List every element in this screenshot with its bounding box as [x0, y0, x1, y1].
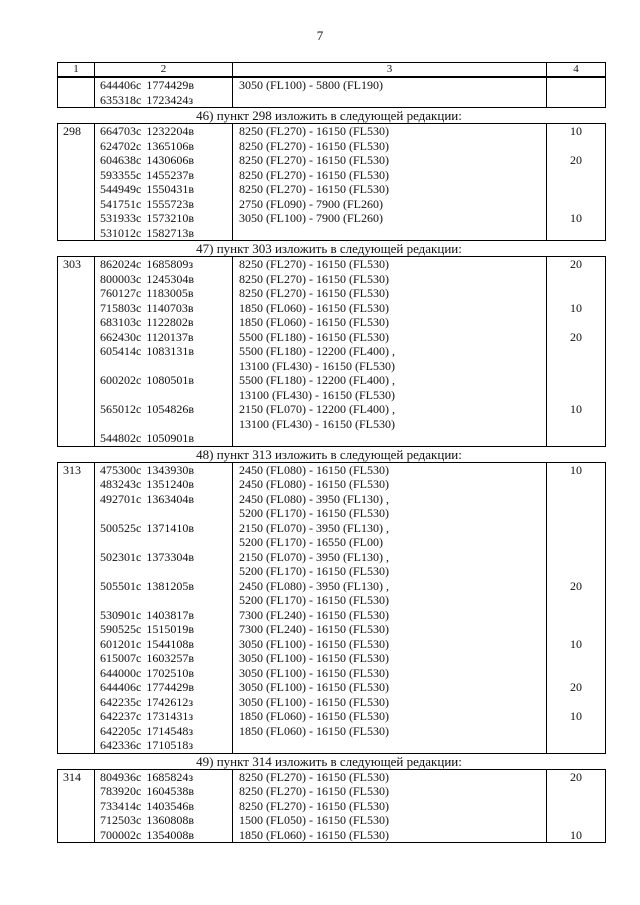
coordinate-pair [95, 124, 232, 139]
value: 10 [570, 827, 582, 842]
longitude: 1515019в [146, 622, 194, 636]
coordinate-pair [95, 770, 232, 785]
coordinate-pair [95, 197, 232, 212]
value [547, 417, 605, 432]
value [547, 593, 605, 608]
level-range: 3050 (FL100) - 16150 (FL530) [239, 636, 389, 651]
point-number-cell [58, 124, 95, 241]
coordinate-pair [95, 182, 232, 197]
level-range: 2750 (FL090) - 7900 (FL260) [239, 196, 383, 211]
latitude: 804936с [100, 769, 142, 784]
section-row [58, 78, 606, 108]
coordinate-pair [95, 301, 232, 316]
latitude: 475300с [100, 462, 142, 477]
section-row [58, 462, 606, 753]
coordinate-pair [95, 211, 232, 226]
coordinate-pair [95, 78, 232, 93]
latitude: 635318с [100, 92, 142, 107]
longitude: 1122802в [146, 315, 194, 329]
latitude: 683103с [100, 315, 142, 329]
longitude: 1351240в [146, 477, 194, 491]
value [547, 799, 605, 814]
longitude: 1054826в [146, 402, 194, 416]
latitude: 600202с [100, 373, 142, 387]
value: 10 [570, 636, 582, 651]
level-range: 3050 (FL100) - 16150 (FL530) [239, 651, 389, 665]
latitude: 662430с [100, 329, 142, 344]
value [547, 388, 605, 403]
point-number-cell [58, 769, 95, 843]
level-range: 7300 (FL240) - 16150 (FL530) [239, 607, 389, 622]
coordinate-pair [95, 651, 232, 666]
latitude: 615007с [100, 651, 142, 665]
value [547, 738, 605, 753]
level-range: 13100 (FL430) - 16150 (FL530) [239, 387, 395, 402]
page-number: 7 [316, 28, 324, 43]
latitude: 624702с [100, 138, 142, 153]
coordinate-pair [95, 593, 232, 608]
level-range: 7300 (FL240) - 16150 (FL530) [239, 622, 389, 636]
value [547, 695, 605, 710]
point-number-cell [58, 462, 95, 753]
coordinate-pair [95, 622, 232, 637]
coordinates-cell [95, 78, 233, 108]
value-cell [547, 124, 606, 241]
value [547, 564, 605, 579]
column-header-row [58, 63, 606, 77]
longitude: 1080501в [146, 373, 194, 387]
level-range: 8250 (FL270) - 16150 (FL530) [239, 271, 389, 286]
longitude: 1371410в [146, 520, 194, 535]
coordinate-pair [95, 139, 232, 154]
coordinate-pair [95, 550, 232, 565]
latitude: 733414с [100, 798, 142, 813]
level-range [233, 93, 546, 108]
value: 20 [570, 769, 582, 784]
value [547, 724, 605, 739]
value: 20 [570, 680, 582, 694]
level-range: 8250 (FL270) - 16150 (FL530) [239, 798, 389, 813]
coordinate-pair [95, 168, 232, 183]
value-cell [547, 462, 606, 753]
longitude: 1363404в [146, 491, 194, 506]
value [547, 666, 605, 681]
coordinate-pair [95, 724, 232, 739]
latitude: 642235с [100, 694, 142, 709]
value [547, 182, 605, 197]
levels-cell [233, 78, 547, 108]
level-range: 8250 (FL270) - 16150 (FL530) [239, 167, 389, 182]
point-number: 298 [63, 124, 81, 138]
value [547, 78, 605, 93]
longitude: 1685809з [146, 257, 194, 271]
longitude: 1140703в [146, 300, 194, 315]
latitude: 664703с [100, 124, 142, 138]
value-cell [547, 769, 606, 843]
value [547, 622, 605, 637]
column-header-4: 4 [547, 63, 606, 77]
coordinate-pair [95, 417, 232, 432]
coordinate-pair [95, 330, 232, 345]
longitude: 1050901в [146, 431, 194, 445]
value: 20 [570, 153, 582, 167]
latitude: 565012с [100, 402, 142, 416]
section-row [58, 769, 606, 843]
level-range [233, 431, 546, 446]
latitude: 601201с [100, 636, 142, 651]
longitude: 1550431в [146, 182, 194, 196]
latitude: 530901с [100, 607, 142, 622]
level-range [233, 738, 546, 753]
longitude: 1604538в [146, 784, 194, 798]
coordinate-pair [95, 666, 232, 681]
level-range: 5500 (FL180) - 16150 (FL530) [239, 329, 389, 344]
coordinates-cell [95, 769, 233, 843]
longitude: 1381205в [146, 578, 194, 593]
value [547, 651, 605, 666]
coordinate-pair [95, 492, 232, 507]
value [547, 344, 605, 359]
level-range: 5500 (FL180) - 12200 (FL400) , [239, 373, 395, 387]
level-range: 3050 (FL100) - 7900 (FL260) [239, 211, 383, 225]
section-table [57, 123, 606, 241]
longitude: 1354008в [146, 827, 194, 842]
level-range: 8250 (FL270) - 16150 (FL530) [239, 769, 389, 784]
level-range: 1850 (FL060) - 16150 (FL530) [239, 709, 389, 723]
level-range: 2450 (FL080) - 3950 (FL130) , [239, 491, 389, 506]
coordinate-pair [95, 637, 232, 652]
section-heading: 47) пункт 303 изложить в следующей редакции: [196, 241, 462, 256]
level-range: 3050 (FL100) - 16150 (FL530) [239, 694, 389, 709]
value [547, 784, 605, 799]
value [547, 550, 605, 565]
latitude: 531012с [100, 225, 142, 240]
coordinate-pair [95, 93, 232, 108]
level-range: 1850 (FL060) - 16150 (FL530) [239, 723, 389, 738]
levels-cell [233, 124, 547, 241]
value [547, 535, 605, 550]
latitude: 593355с [100, 167, 142, 182]
latitude: 642205с [100, 723, 142, 738]
longitude: 1183005в [146, 286, 194, 300]
level-range: 8250 (FL270) - 16150 (FL530) [239, 182, 389, 196]
coordinate-pair [95, 373, 232, 388]
coordinate-pair [95, 608, 232, 623]
column-header-1: 1 [58, 63, 95, 77]
latitude: 544949с [100, 182, 142, 196]
coordinate-pair [95, 535, 232, 550]
latitude: 644000с [100, 665, 142, 680]
level-range: 1850 (FL060) - 16150 (FL530) [239, 827, 389, 842]
coordinate-pair [95, 286, 232, 301]
longitude: 1403546в [146, 798, 194, 813]
coordinate-pair [95, 402, 232, 417]
level-range: 2450 (FL080) - 3950 (FL130) , [239, 578, 389, 593]
value: 10 [570, 211, 582, 225]
document-body [57, 62, 601, 843]
longitude: 1774429в [146, 78, 194, 92]
coordinate-pair [95, 477, 232, 492]
longitude: 1360808в [146, 813, 194, 827]
latitude: 544802с [100, 431, 142, 445]
point-number-cell [58, 257, 95, 447]
latitude: 644406с [100, 680, 142, 694]
latitude: 783920с [100, 784, 142, 798]
section-heading: 49) пункт 314 изложить в следующей редакции: [196, 753, 462, 769]
value [547, 93, 605, 108]
level-range: 5200 (FL170) - 16150 (FL530) [239, 593, 389, 607]
value [547, 431, 605, 446]
value [547, 168, 605, 183]
value: 20 [570, 257, 582, 271]
level-range: 5500 (FL180) - 12200 (FL400) , [239, 344, 395, 358]
point-number [58, 78, 94, 93]
coordinate-pair [95, 695, 232, 710]
coordinate-pair [95, 579, 232, 594]
latitude: 862024с [100, 257, 142, 271]
level-range: 2150 (FL070) - 12200 (FL400) , [239, 402, 395, 416]
coordinate-pair [95, 828, 232, 843]
point-number: 313 [63, 462, 81, 477]
point-number: 303 [63, 257, 81, 271]
value [547, 373, 605, 388]
longitude: 1742612з [146, 694, 194, 709]
level-range [233, 226, 546, 241]
value: 20 [570, 329, 582, 344]
latitude: 502301с [100, 549, 142, 564]
latitude: 605414с [100, 344, 142, 358]
coordinate-pair [95, 344, 232, 359]
level-range: 5200 (FL170) - 16550 (FL00) [239, 535, 383, 549]
value: 10 [570, 709, 582, 723]
value [547, 477, 605, 492]
section-row [58, 124, 606, 241]
levels-cell [233, 769, 547, 843]
coordinate-pair [95, 257, 232, 272]
longitude: 1455237в [146, 167, 194, 182]
longitude: 1403817в [146, 607, 194, 622]
value [547, 506, 605, 521]
coordinate-pair [95, 799, 232, 814]
longitude: 1573210в [146, 211, 194, 225]
latitude: 590525с [100, 622, 142, 636]
value [547, 492, 605, 507]
latitude: 500525с [100, 520, 142, 535]
section-heading: 46) пункт 298 изложить в следующей редакции: [196, 108, 462, 123]
coordinate-pair [95, 564, 232, 579]
coordinates-cell [95, 462, 233, 753]
level-range: 13100 (FL430) - 16150 (FL530) [239, 416, 395, 431]
section-table [57, 256, 606, 447]
longitude: 1083131в [146, 344, 194, 358]
level-range: 8250 (FL270) - 16150 (FL530) [239, 124, 389, 138]
value [547, 521, 605, 536]
level-range: 8250 (FL270) - 16150 (FL530) [239, 138, 389, 153]
coordinate-pair [95, 521, 232, 536]
value: 10 [570, 124, 582, 138]
longitude: 1365106в [146, 138, 194, 153]
value [547, 272, 605, 287]
latitude: 642336с [100, 738, 142, 752]
value [547, 286, 605, 301]
longitude: 1582713в [146, 225, 194, 240]
value-cell [547, 78, 606, 108]
latitude: 642237с [100, 709, 142, 723]
coordinate-pair [95, 784, 232, 799]
latitude: 541751с [100, 196, 142, 211]
section-table [57, 77, 606, 108]
latitude: 531933с [100, 211, 142, 225]
level-range: 5200 (FL170) - 16150 (FL530) [239, 564, 389, 578]
value [547, 139, 605, 154]
value [547, 315, 605, 330]
longitude: 1544108в [146, 636, 194, 651]
coordinate-pair [95, 359, 232, 374]
level-range: 2150 (FL070) - 3950 (FL130) , [239, 549, 389, 564]
longitude: 1774429в [146, 680, 194, 694]
latitude: 604638с [100, 153, 142, 167]
longitude: 1723424з [146, 92, 194, 107]
longitude: 1731431з [146, 709, 194, 723]
longitude: 1714548з [146, 723, 194, 738]
point-number: 314 [63, 769, 81, 784]
value: 20 [570, 578, 582, 593]
level-range: 1850 (FL060) - 16150 (FL530) [239, 300, 389, 315]
level-range: 2450 (FL080) - 16150 (FL530) [239, 477, 389, 491]
value [547, 608, 605, 623]
coordinate-pair [95, 738, 232, 753]
value [547, 226, 605, 241]
value-cell [547, 257, 606, 447]
level-range: 2150 (FL070) - 3950 (FL130) , [239, 520, 389, 535]
level-range: 8250 (FL270) - 16150 (FL530) [239, 286, 389, 300]
longitude: 1710518з [146, 738, 194, 752]
latitude: 800003с [100, 271, 142, 286]
column-header-table [57, 62, 606, 77]
value [547, 359, 605, 374]
sections-container [57, 77, 601, 843]
coordinate-pair [95, 315, 232, 330]
level-range: 3050 (FL100) - 5800 (FL190) [239, 78, 383, 92]
section-table [57, 769, 606, 844]
level-range: 8250 (FL270) - 16150 (FL530) [239, 153, 389, 167]
longitude: 1430606в [146, 153, 194, 167]
value: 10 [570, 462, 582, 477]
column-header-2: 2 [95, 63, 233, 77]
value: 10 [570, 402, 582, 416]
value [547, 813, 605, 828]
longitude: 1603257в [146, 651, 194, 665]
coordinates-cell [95, 257, 233, 447]
coordinate-pair [95, 153, 232, 168]
value [547, 197, 605, 212]
longitude: 1232204в [146, 124, 194, 138]
coordinate-pair [95, 226, 232, 241]
level-range: 1850 (FL060) - 16150 (FL530) [239, 315, 389, 329]
level-range: 1500 (FL050) - 16150 (FL530) [239, 813, 389, 827]
longitude: 1685824з [146, 769, 194, 784]
latitude: 483243с [100, 477, 142, 491]
level-range: 5200 (FL170) - 16150 (FL530) [239, 506, 389, 520]
level-range: 3050 (FL100) - 16150 (FL530) [239, 665, 389, 680]
coordinate-pair [95, 680, 232, 695]
section-heading: 48) пункт 313 изложить в следующей редакции: [196, 446, 462, 462]
coordinate-pair [95, 272, 232, 287]
value: 10 [570, 300, 582, 315]
latitude: 715803с [100, 300, 142, 315]
coordinate-pair [95, 431, 232, 446]
column-header-3: 3 [233, 63, 547, 77]
level-range: 8250 (FL270) - 16150 (FL530) [239, 784, 389, 798]
longitude: 1120137в [146, 329, 194, 344]
latitude: 492701с [100, 491, 142, 506]
section-table [57, 462, 606, 754]
latitude: 644406с [100, 78, 142, 92]
latitude: 700002с [100, 827, 142, 842]
longitude: 1702510в [146, 665, 194, 680]
section-row [58, 257, 606, 447]
coordinate-pair [95, 813, 232, 828]
levels-cell [233, 257, 547, 447]
level-range: 8250 (FL270) - 16150 (FL530) [239, 257, 389, 271]
level-range: 13100 (FL430) - 16150 (FL530) [239, 358, 395, 373]
longitude: 1343930в [146, 462, 194, 477]
level-range: 2450 (FL080) - 16150 (FL530) [239, 462, 389, 477]
coordinate-pair [95, 506, 232, 521]
latitude: 712503с [100, 813, 142, 827]
longitude: 1245304в [146, 271, 194, 286]
coordinate-pair [95, 388, 232, 403]
level-range: 3050 (FL100) - 16150 (FL530) [239, 680, 389, 694]
coordinate-pair [95, 463, 232, 478]
coordinates-cell [95, 124, 233, 241]
longitude: 1373304в [146, 549, 194, 564]
latitude: 760127с [100, 286, 142, 300]
coordinate-pair [95, 709, 232, 724]
longitude: 1555723в [146, 196, 194, 211]
point-number-cell [58, 78, 95, 108]
latitude: 505501с [100, 578, 142, 593]
levels-cell [233, 462, 547, 753]
